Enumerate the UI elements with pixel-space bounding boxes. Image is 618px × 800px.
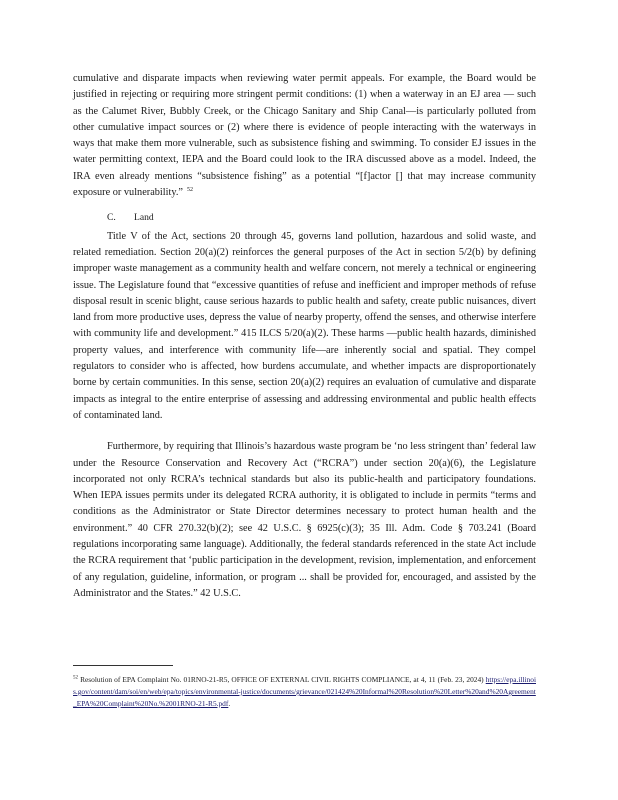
section-letter: C. [107, 212, 116, 224]
paragraph-water-permits-text: cumulative and disparate impacts when reviewing water permit appeals. For example, the Board would be justified in rejecting or requiring more stringent permit conditions: (1) when a waterway in an EJ area — such as the Calumet River, Bubbly Creek, or the Chicago Sanitary and Ship Canal—is particularly polluted from other cumulative impact sources or (2) where there is evidence of people interacting with the waterways in ways that make them more vulnerable, such as subsistence fishing and swimming. To consider EJ issues in the water permitting context, IEPA and the Board could look to the IRA discussed above as a model. Indeed, the IRA even already mentions “subsistence fishing” as a potential “[f]actor [] that may increase community exposure or vulnerability.” [73, 73, 536, 199]
document-body [73, 71, 536, 602]
paragraph-rcra: Furthermore, by requiring that Illinois’s hazardous waste program be ‘no less stringent than’ federal law under the Resource Conservation and Recovery Act (“RCRA”) under section 20(a)(6), the Legislature incorporated not only RCRA’s technical standards but also its public-health and participatory foundations. When IEPA issues permits under its delegated RCRA authority, it is obligated to include in permits “terms and conditions as the Administrator or State Director determines necessary to protect human health and the environment.” 40 CFR 270.32(b)(2); see 42 U.S.C. § 6925(c)(3); 35 Ill. Adm. Code § 703.241 (Board regulations incorporating same language). Additionally, the federal standards referenced in the state Act include the RCRA requirement that ‘public participation in the development, revision, implementation, and enforcement of any regulation, guideline, information, or program ... shall be provided for, encouraged, and assisted by the Administrator and the States.” 42 U.S.C. [73, 441, 536, 599]
footnote-number: 52 [73, 675, 78, 681]
footnote-52 [73, 674, 536, 710]
footnote-period: . [228, 699, 231, 708]
footnote-link[interactable]: https://epa.illinois.gov/content/dam/soi/en/web/epa/topics/environmental-justice/documents/grievance/021424%20Informal%20Resolution%20Letter%20and%20Agreement_EPA%20Complaint%20No.%2001RNO-21-R5.pdf [73, 675, 536, 708]
section-title: Land [134, 212, 154, 224]
footnote-citation: Resolution of EPA Complaint No. 01RNO-21-R5, OFFICE OF EXTERNAL CIVIL RIGHTS COMPLIANCE, at 4, 11 (Feb. 23, 2024) [80, 675, 484, 684]
section-heading-land [73, 210, 536, 226]
paragraph-land: Title V of the Act, sections 20 through 45, governs land pollution, hazardous and solid waste, and related remediation. Section 20(a)(2) reinforces the general purposes of the Act in section 5/2(b) by defining improper waste management as a community health and welfare concern, not merely a technical or engineering issue. The Legislature found that “excessive quantities of refuse and inefficient and improper methods of refuse disposal result in scenic blight, cause serious hazards to public health and safety, create public nuisances, divert land from more productive uses, depress the value of nearby property, offend the senses, and otherwise interfere with community life and development.” 415 ILCS 5/20(a)(2). These harms —public health hazards, diminished property values, and interference with community life—are inherently social and spatial. They compel regulators to consider who is affected, how burdens accumulate, and whether impacts are disproportionately borne by certain communities. In this sense, section 20(a)(2) requires an evaluation of cumulative and disparate impacts as integral to the entire enterprise of assessing and addressing environmental and public health effects of contaminated land. [73, 230, 536, 421]
footnote-text [73, 674, 536, 710]
paragraph-water-permits [73, 71, 536, 201]
footnote-reference[interactable]: 52 [187, 186, 193, 193]
footnote-divider [73, 665, 173, 666]
